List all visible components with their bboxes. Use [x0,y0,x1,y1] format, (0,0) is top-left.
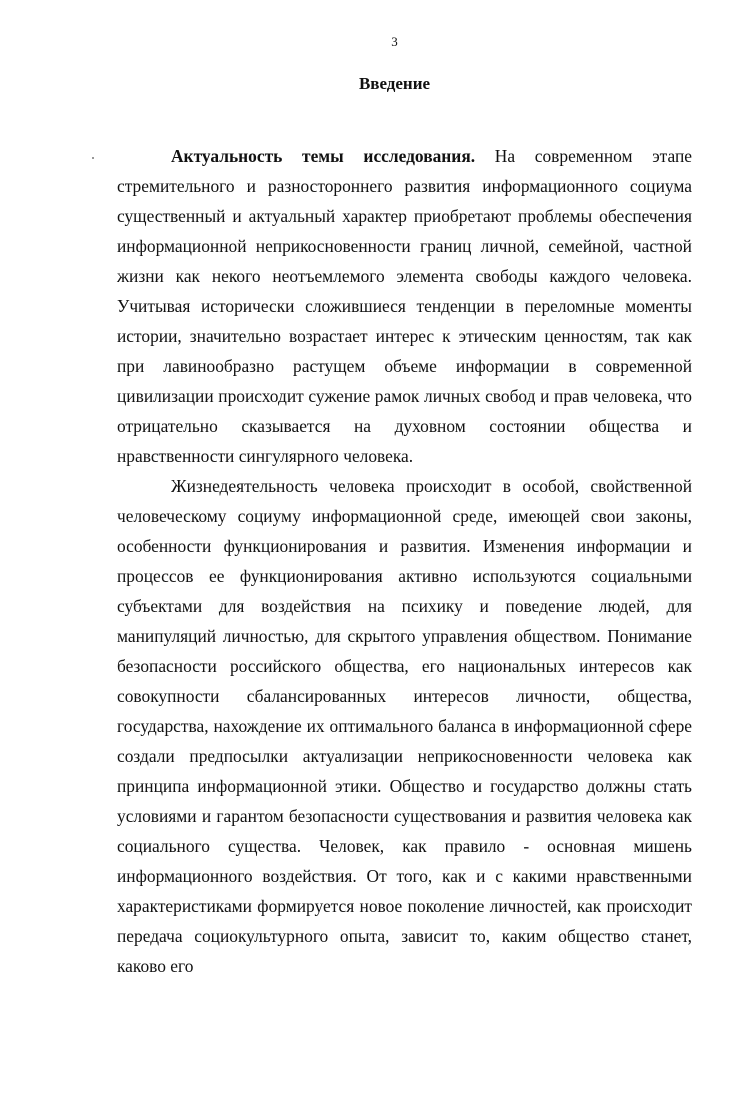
paragraph-body: Жизнедеятельность человека происходит в особой, свойственной человеческому социуму информационной среде, имеющей свои законы, особенности функционирования и развития. Изменения информации и процессов ее функционирования активно используются социальными субъектами для воздействия на психику и поведение людей, для манипуляций личностью, для скрытого управления обществом. Понимание безопасности российского общества, его национальных интересов как совокупности сбалансированных интересов личности, общества, государства, нахождение их оптимального баланса в информационной сфере создали предпосылки актуализации неприкосновенности человека как принципа информационной этики. Общество и государство должны стать условиями и гарантом безопасности существования и развития человека как социального существа. Человек, как правило - основная мишень информационного воздействия. От того, как и с какими нравственными характеристиками формируется новое поколение личностей, как происходит передача социокультурного опыта, зависит то, каким общество станет, каково его [117,476,692,976]
paragraph-lead: Актуальность темы исследования. [171,146,476,166]
scan-speck [92,157,94,159]
paragraph-relevance [117,141,692,471]
body-text [117,141,692,981]
section-heading: Введение [358,74,431,93]
page-number: 3 [391,34,398,49]
paragraph-body: На современном этапе стремительного и разностороннего развития информационного социума существенный и актуальный характер приобретают проблемы обеспечения информационной неприкосновенности границ личной, семейной, частной жизни как некого неотъемлемого элемента свободы каждого человека. Учитывая исторически сложившиеся тенденции в переломные моменты истории, значительно возрастает интерес к этическим ценностям, так как при лавинообразно растущем объеме информации в современной цивилизации происходит сужение рамок личных свобод и прав человека, что отрицательно сказывается на духовном состоянии общества и нравственности сингулярного человека. [117,146,693,466]
paragraph-life-activity [117,471,692,981]
